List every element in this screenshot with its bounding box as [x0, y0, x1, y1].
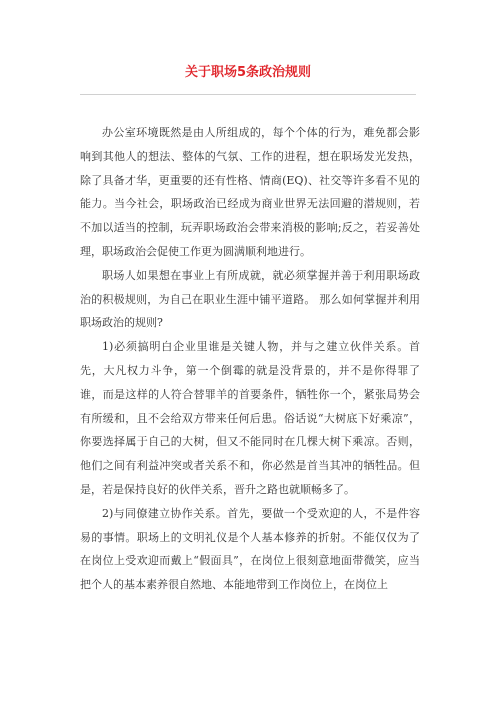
paragraph-intro: 办公室环境既然是由人所组成的，每个个体的行为，难免都会影响到其他人的想法、整体的气氛、工作的进程，想在职场发光发热，除了具备才华，更重要的还有性格、情商(EQ)、社交等许多看不见的能力。当今社会，职场政治已经成为商业世界无法回避的潜规则，若不加以适当的控制，玩弄职场政治会带来消极的影响;反之，若妥善处理，职场政治会促使工作更为圆满顺利地进行。 — [80, 126, 420, 258]
title-divider — [80, 94, 416, 95]
document-title: 关于职场5条政治规则 — [184, 65, 312, 80]
paragraph-rule-2: 2)与同僚建立协作关系。首先，要做一个受欢迎的人，不是件容易的事情。职场上的文明礼仪是个人基本修养的折射。不能仅仅为了在岗位上受欢迎而戴上“假面具”，在岗位上很刻意地面带微笑，应当把个人的基本素养很自然地、本能地带到工作岗位上，在岗位上 — [80, 506, 420, 592]
paragraph-rule-1: 1)必须搞明白企业里谁是关键人物，并与之建立伙伴关系。首先，大凡权力斗争，第一个倒霉的就是没背景的，并不是你得罪了谁，而是这样的人符合替罪羊的首要条件，牺牲你一个，紧张局势会有所缓和，且不会给双方带来任何后患。俗话说“大树底下好乘凉”，你要选择属于自己的大树，但又不能同时在几棵大树下乘凉。否则，他们之间有利益冲突或者关系不和，你必然是首当其冲的牺牲品。但是，若是保持良好的伙伴关系，晋升之路也就顺畅多了。 — [80, 340, 420, 496]
document-body — [80, 121, 420, 597]
paragraph-question: 职场人如果想在事业上有所成就，就必须掌握并善于利用职场政治的积极规则，为自己在职业生涯中铺平道路。 那么如何掌握并利用职场政治的规则? — [80, 268, 420, 330]
